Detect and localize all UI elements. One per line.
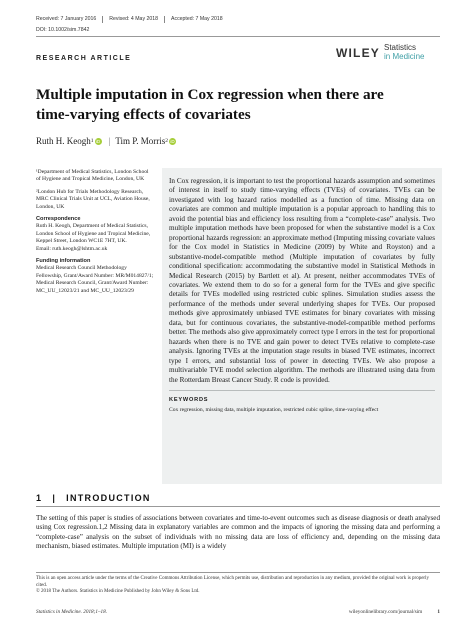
correspondence-email[interactable]: Email: ruth.keogh@lshtm.ac.uk: [36, 245, 108, 252]
keywords-list: Cox regression, missing data, multiple imputation, restricted cubic spline, time-varying effect: [169, 406, 379, 413]
affiliation-1: ¹Department of Medical Statistics, London School of Hygiene and Tropical Medicine, London, UK: [36, 169, 149, 183]
footnote-divider: [36, 572, 440, 573]
title-line-1: Multiple imputation in Cox regression when there are: [36, 86, 384, 103]
author-name[interactable]: Ruth H. Keogh: [36, 136, 91, 146]
section-heading: [36, 493, 151, 503]
author-affiliation-marker: 1: [90, 138, 94, 144]
header-divider: [36, 36, 440, 37]
journal-citation: Statistics in Medicine. 2018;1–18.: [36, 609, 108, 615]
section-separator: |: [52, 493, 57, 503]
funding-block: [36, 258, 154, 295]
publisher-logo: WILEY: [336, 45, 380, 60]
section-divider: [36, 506, 440, 507]
journal-logo: [336, 44, 424, 61]
history-bar: [36, 16, 229, 23]
body-paragraph: The setting of this paper is studies of associations between covariates and time-to-event outcomes such as disease diagnosis or death analysed using Cox regression.1,2 Missing data in explanatory variables are common and the impacts of ignoring the missing data and performing a “complete-case” analysis on the subset of individuals with no missing data are loss of efficiency and, depending on the missing data mechanism, biased estimates. Multiple imputation (MI) is a widely: [36, 514, 440, 551]
author-name[interactable]: Tim P. Morris: [115, 136, 166, 146]
article-title: [36, 85, 440, 125]
abstract-box: [162, 168, 442, 484]
section-number: 1: [36, 493, 43, 503]
author-affiliation-marker: 2: [165, 138, 169, 144]
page-number: 1: [437, 609, 440, 615]
doi[interactable]: DOI: 10.1002/sim.7842: [36, 27, 90, 33]
received-date: Received: 7 January 2016: [36, 16, 103, 23]
revised-date: Revised: 4 May 2018: [103, 16, 165, 23]
title-line-2: time-varying effects of covariates: [36, 106, 251, 123]
correspondence-heading: Correspondence: [36, 216, 81, 223]
funding-heading: Funding information: [36, 258, 91, 265]
correspondence-address: Ruth H. Keogh, Department of Medical Statistics, London School of Hygiene and Tropical Medicine, Keppel Street, London WC1E 7HT, UK.: [36, 223, 151, 245]
section-title: INTRODUCTION: [66, 493, 151, 503]
keywords-divider: [169, 390, 435, 391]
funding-text: Medical Research Council Methodology Fellowship, Grant/Award Number: MR/M014827/1; Medical Research Council, Grant/Award Number: MC_UU_12023/21 and MC_UU_12023/29: [36, 265, 154, 294]
article-type: RESEARCH ARTICLE: [36, 55, 132, 62]
correspondence-block: [36, 216, 154, 253]
journal-name-line1: Statistics: [384, 43, 417, 52]
accepted-date: Accepted: 7 May 2018: [171, 16, 223, 22]
footer-right: [349, 609, 440, 615]
author-separator: |: [108, 136, 111, 146]
footnote: [36, 576, 440, 596]
author-list: [36, 136, 178, 146]
journal-name: [384, 44, 424, 61]
orcid-icon[interactable]: iD: [95, 138, 101, 144]
orcid-icon[interactable]: iD: [170, 138, 175, 144]
journal-name-line2: in Medicine: [384, 51, 425, 61]
affiliations-column: [36, 169, 154, 300]
copyright-note: © 2018 The Authors. Statistics in Medicine Published by John Wiley & Sons Ltd.: [36, 589, 200, 595]
affiliation-2: ²London Hub for Trials Methodology Research, MRC Clinical Trials Unit at UCL, Aviation House, London, UK: [36, 188, 150, 210]
journal-url[interactable]: wileyonlinelibrary.com/journal/sim: [348, 609, 423, 615]
page-footer: [36, 609, 440, 615]
license-note: This is an open access article under the terms of the Creative Commons Attribution License, which permits use, distribution and reproduction in any medium, provided the original work is properly cited.: [36, 576, 429, 588]
keywords-heading: KEYWORDS: [169, 396, 209, 403]
abstract-text: In Cox regression, it is important to test the proportional hazards assumption and sometimes of interest in itself to study time-varying effects (TVEs) of covariates. TVEs can be investigated with log hazard ratios modelled as a function of time. Missing data on covariates are common and multiple imputation is a popular approach to handling this to avoid the potential bias and efficiency loss resulting from a “complete-case” analysis. Two multiple imputation methods have been proposed for when the substantive model is a Cox proportional hazards regression: an approximate method (Imputing missing covariate values for the Cox model in Statistics in Medicine (2009) by White and Royston) and a substantive-model-compatible method (Multiple imputation of covariates by fully conditional specification: accommodating the substantive model in Statistical Methods in Medical Research (2015) by Bartlett et al). At present, neither accommodates TVEs of covariates. We extend them to do so for a general form for the TVEs and give specific details for TVEs modelled using restricted cubic splines. Simulation studies assess the performance of the methods under several underlying shapes for TVEs. Our proposed methods give approximately unbiased TVE estimates for binary covariates with missing data, but for continuous covariates, the substantive-model-compatible method performs better. The methods also give approximately correct type I errors in the test for proportional hazards when there is no TVE and gain power to detect TVEs relative to complete-case analysis. Ignoring TVEs at the imputation stage results in biased TVE estimates, incorrect type I errors, and substantial loss of power in detecting TVEs. We also propose a multivariable TVE model selection algorithm. The methods are illustrated using data from the Rotterdam Breast Cancer Study. R code is provided.: [169, 177, 435, 384]
